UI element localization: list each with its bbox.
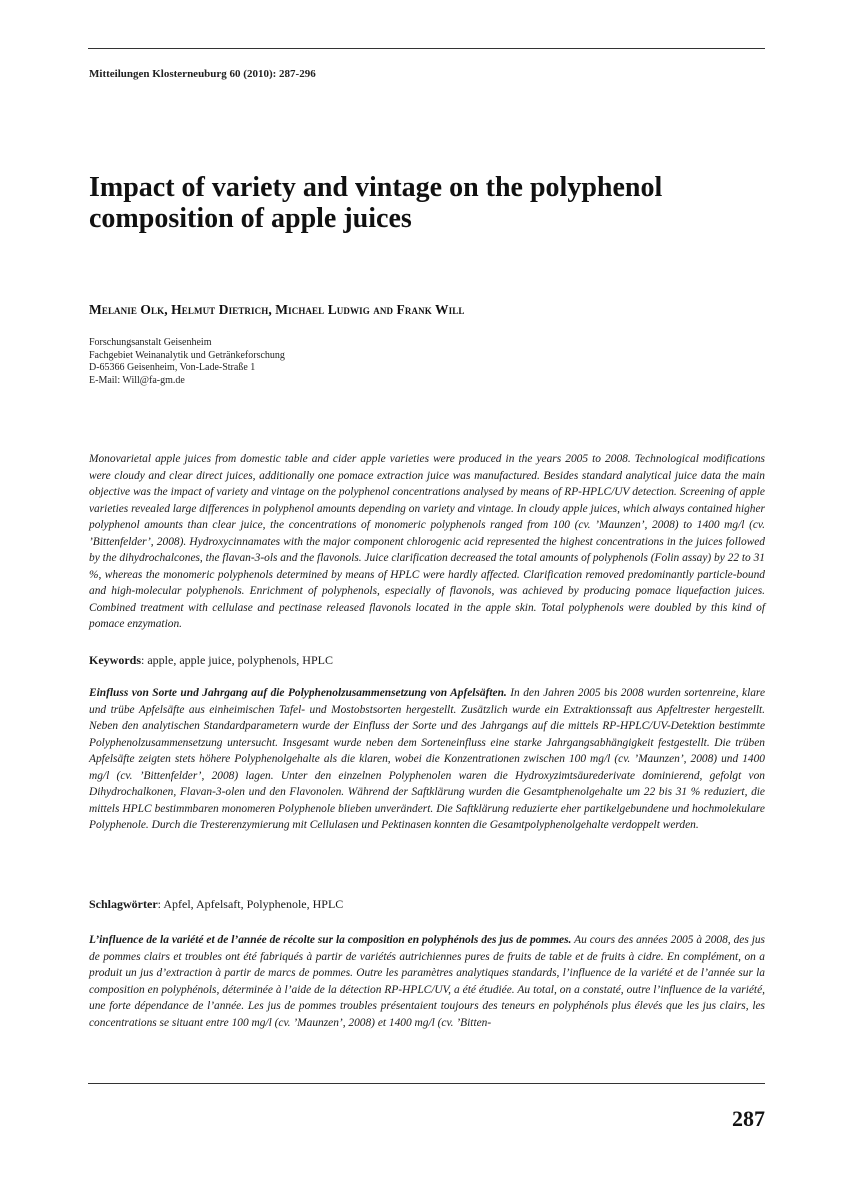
- keywords-english: [89, 652, 333, 668]
- abstract-german: [89, 685, 765, 834]
- affiliation-address: D-65366 Geisenheim, Von-Lade-Straße 1: [89, 362, 256, 373]
- abstract-german-title: Einfluss von Sorte und Jahrgang auf die Polyphenolzusammensetzung von Apfelsäften.: [89, 687, 507, 699]
- keywords-german: [89, 896, 343, 912]
- keywords-german-values: : Apfel, Apfelsaft, Polyphenole, HPLC: [157, 897, 344, 911]
- abstract-french: [89, 932, 765, 1031]
- affiliation-department: Fachgebiet Weinanalytik und Getränkeforschung: [89, 349, 285, 361]
- keywords-label: Keywords: [89, 653, 141, 667]
- keywords-german-label: Schlagwörter: [89, 897, 158, 911]
- bottom-rule: [88, 1083, 765, 1084]
- affiliation-block: [89, 337, 285, 387]
- top-rule: [88, 48, 765, 49]
- author-list: Melanie Olk, Helmut Dietrich, Michael Ludwig and Frank Will: [89, 302, 465, 317]
- page-number: 287: [732, 1106, 765, 1131]
- keywords-values: : apple, apple juice, polyphenols, HPLC: [141, 653, 333, 667]
- journal-citation: Mitteilungen Klosterneuburg 60 (2010): 287-296: [89, 68, 316, 80]
- abstract-english: Monovarietal apple juices from domestic table and cider apple varieties were produced in the years 2005 to 2008. Technological modifications were cloudy and clear direct juices, additionally one pomace extraction juice was manufactured. Besides standard analytical juice data the main objective was the impact of variety and vintage on the polyphenol concentrations analysed by means of RP-HPLC/UV detection. Screening of apple varieties revealed large differences in polyphenol amounts depending on variety and vintage. In cloudy apple juices, which always contained higher polyphenol amounts than clear juice, the concentrations of monomeric polyphenols ranged from 100 (cv. ’Maunzen’, 2008) to 1400 mg/l (cv. ’Bittenfelder’, 2008). Hydroxycinnamates with the major component chlorogenic acid represented the highest concentrations in the juices followed by the dihydrochalcones, the flavan-3-ols and the flavonols. Juice clarification decreased the total amounts of polyphenols (Folin assay) by 22 to 31 %, whereas the monomeric polyphenols determined by means of HPLC were hardly affected. Clarification removed predominantly particle-bound and high-molecular polyphenols. Enrichment of polyphenols, especially of flavonols, was achieved by producing pomace liquefaction juices. Combined treatment with cellulase and pectinase released flavonols located in the apple skin. Total polyphenols were doubled by this kind of pomace enzymation.: [89, 453, 765, 630]
- article-title: Impact of variety and vintage on the polyphenol composition of apple juices: [89, 172, 663, 234]
- abstract-german-body: In den Jahren 2005 bis 2008 wurden sortenreine, klare und trübe Apfelsäfte aus einheimischen Tafel- und Mostobstsorten hergestellt. Zusätzlich wurde ein Extraktionssaft aus Apfeltrester hergestellt. Neben den analytischen Standardparametern wurde der Einfluss der Sorte und des Jahrgangs auf die mittels RP-HPLC/UV-Detektion bestimmte Polyphenolzusammensetzung untersucht. Insgesamt wurde neben dem Sorteneinfluss eine starke Jahrgangsabhängigkeit festgestellt. Die trüben Apfelsäfte zeigten stets höhere Polyphenolgehalte als die klaren, wobei die Konzentrationen zwischen 100 mg/l (cv. ’Maunzen’, 2008) und 1400 mg/l (cv. ’Bittenfelder’, 2008) lagen. Unter den einzelnen Polyphenolen waren die Hydroxyzimtsäurederivate dominierend, gefolgt von Dihydrochalkonen, Flavan-3-olen und den Flavonolen. Während der Saftklärung wurden die Gesamtphenolgehalte um 22 bis 31 % reduziert, die mittels HPLC bestimmbaren monomeren Polyphenole blieben unverändert. Die Saftklärung reduzierte eher partikelgebundene und hochmolekulare Polyphenole. Durch die Tresterenzymierung mit Cellulasen und Pektinasen konnten die Gesamtpolyphenolgehalte verdoppelt werden.: [89, 687, 765, 831]
- affiliation-institute: Forschungsanstalt Geisenheim: [89, 337, 212, 348]
- affiliation-email: E-Mail: Will@fa-gm.de: [89, 374, 185, 386]
- abstract-french-title: L’influence de la variété et de l’année de récolte sur la composition en polyphénols des jus de pommes.: [89, 934, 572, 946]
- abstract-french-body: Au cours des années 2005 à 2008, des jus de pommes clairs et troubles ont été fabriqués à partir de variétés autrichiennes pures de fruits de table et de fruits à cidre. En complément, on a produit un jus d’extraction à partir de marcs de pommes. Outre les paramètres analytiques standards, l’influence de la variété et de l’année sur la composition en polyphénols, déterminée à l’aide de la détection RP-HPLC/UV, a été étudiée. Au total, on a constaté, outre l’influence de la variété, une forte dépendance de l’année. Les jus de pommes troubles présentaient toujours des teneurs en polyphénols plus élevés que les jus clairs, les concentrations se situant entre 100 mg/l (cv. ’Maunzen’, 2008) et 1400 mg/l (cv. ’Bitten-: [89, 934, 765, 1029]
